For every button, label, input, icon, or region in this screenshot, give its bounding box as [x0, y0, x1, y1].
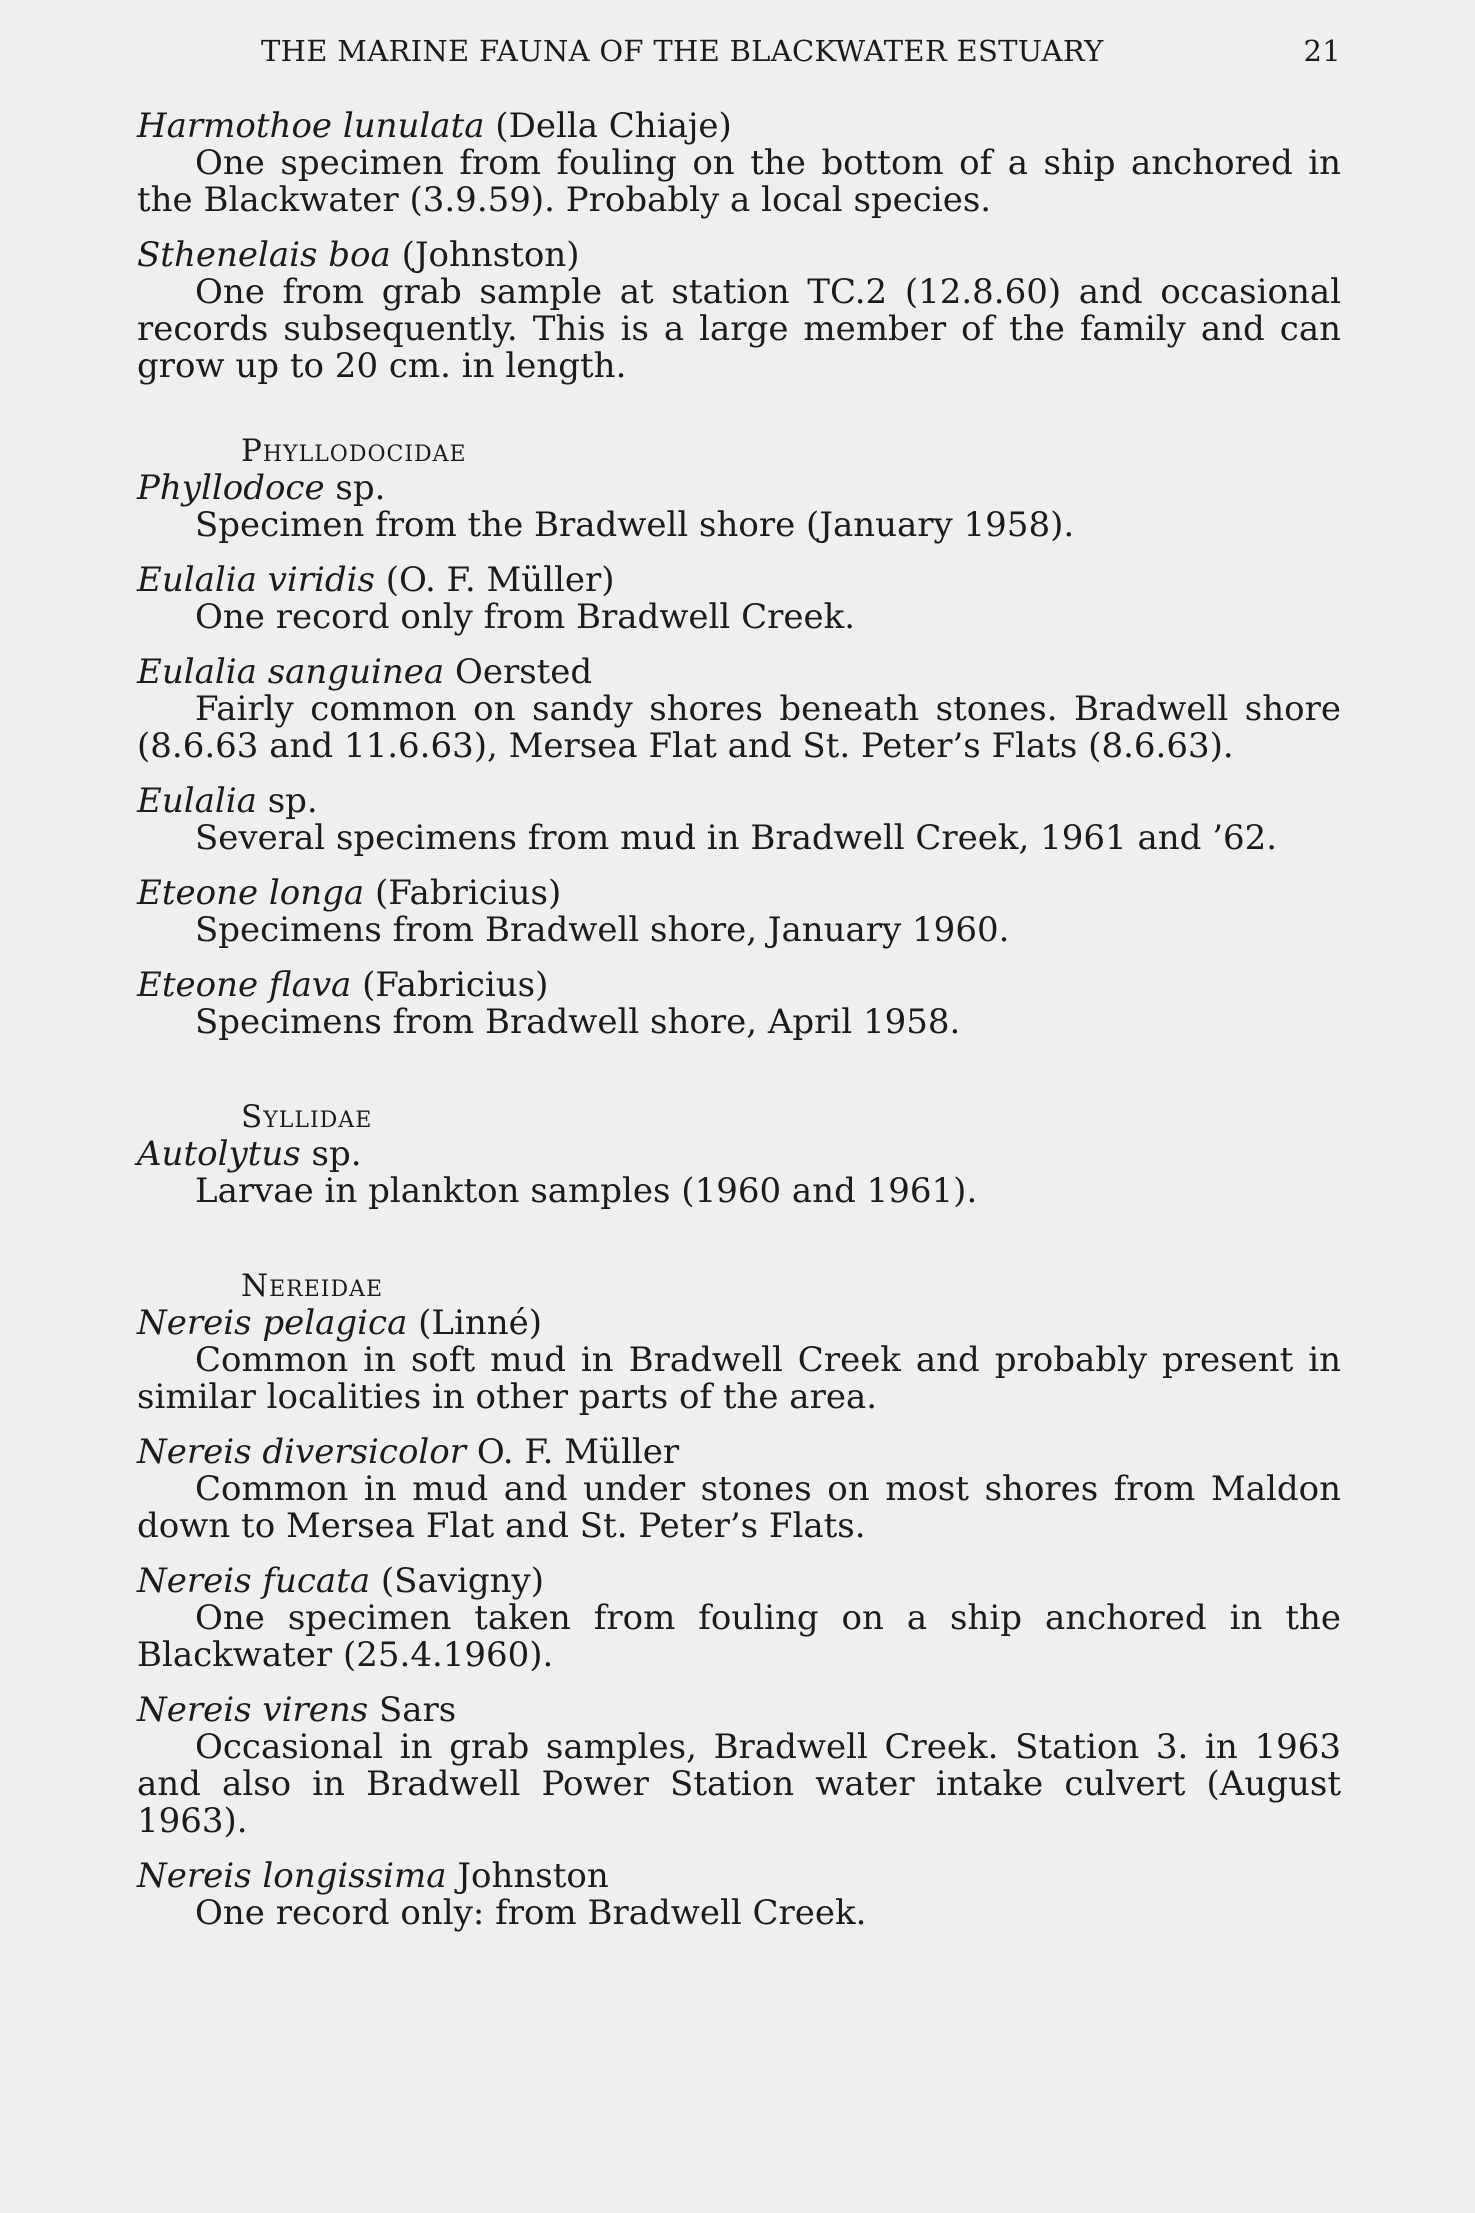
species-binomial: Eulalia sanguinea	[137, 652, 445, 692]
species-entry	[137, 562, 1341, 636]
species-description: One record only: from Bradwell Creek.	[195, 1893, 867, 1933]
species-name	[137, 470, 1341, 507]
species-description: One record only from Bradwell Creek.	[195, 597, 855, 637]
species-description: Occasional in grab samples, Bradwell Creek. Station 3. in 1963 and also in Bradwell Power Station water intake culvert (August 1963).	[137, 1727, 1341, 1841]
species-name	[137, 1692, 1341, 1729]
species-description: One from grab sample at station TC.2 (12.8.60) and occasional records subsequently. This is a large member of the family and can grow up to 20 cm. in length.	[137, 272, 1341, 386]
species-entry	[137, 654, 1341, 765]
species-description: One specimen from fouling on the bottom of a ship anchored in the Blackwater (3.9.59). Probably a local species.	[137, 143, 1341, 220]
species-authority: Sars	[368, 1690, 457, 1730]
species-description: Fairly common on sandy shores beneath stones. Bradwell shore (8.6.63 and 11.6.63), Mersea Flat and St. Peter’s Flats (8.6.63).	[137, 689, 1341, 766]
species-binomial: Nereis pelagica	[137, 1303, 408, 1343]
species-name	[137, 1858, 1341, 1895]
species-entry	[137, 783, 1341, 857]
species-binomial: Sthenelais boa	[137, 235, 391, 275]
species-description: One specimen taken from fouling on a ship anchored in the Blackwater (25.4.1960).	[137, 1598, 1341, 1675]
species-description: Common in mud and under stones on most shores from Maldon down to Mersea Flat and St. Peter’s Flats.	[137, 1469, 1341, 1546]
species-binomial: Harmothoe lunulata	[137, 106, 485, 146]
species-entry	[137, 1136, 1341, 1210]
species-authority: (Della Chiaje)	[484, 106, 732, 146]
species-description: Larvae in plankton samples (1960 and 1961).	[195, 1171, 978, 1211]
species-entry	[137, 108, 1341, 219]
page-number: 21	[1303, 34, 1341, 68]
species-name	[137, 654, 1341, 691]
species-authority: (Johnston)	[390, 235, 580, 275]
species-binomial: Eulalia viridis	[137, 560, 375, 600]
species-authority: (Savigny)	[370, 1561, 544, 1601]
species-name	[137, 1305, 1341, 1342]
species-authority: sp.	[300, 1134, 362, 1174]
species-binomial: Nereis longissima	[137, 1856, 447, 1896]
species-description: Specimens from Bradwell shore, January 1960.	[195, 910, 1010, 950]
species-name	[137, 783, 1341, 820]
species-name	[137, 108, 1341, 145]
species-authority: (Fabricius)	[351, 965, 549, 1005]
family-heading-nereidae: Nereidae	[241, 1268, 384, 1304]
species-authority: (Linné)	[407, 1303, 543, 1343]
family-heading-phyllodocidae: Phyllodocidae	[241, 433, 467, 469]
species-binomial: Autolytus	[137, 1134, 301, 1174]
species-authority: O. F. Müller	[466, 1432, 680, 1472]
species-authority: (Fabricius)	[364, 873, 562, 913]
species-name	[137, 875, 1341, 912]
species-binomial: Nereis diversicolor	[137, 1432, 467, 1472]
species-binomial: Eulalia	[137, 781, 257, 821]
species-binomial: Eteone flava	[137, 965, 352, 1005]
species-name	[137, 562, 1341, 599]
species-binomial: Phyllodoce	[137, 468, 325, 508]
species-authority: sp.	[324, 468, 386, 508]
species-binomial: Nereis virens	[137, 1690, 369, 1730]
species-entry	[137, 875, 1341, 949]
species-authority: (O. F. Müller)	[374, 560, 615, 600]
species-authority: Johnston	[446, 1856, 609, 1896]
species-name	[137, 967, 1341, 1004]
running-head: THE MARINE FAUNA OF THE BLACKWATER ESTUARY	[261, 34, 1104, 68]
page-header	[137, 34, 1341, 74]
species-name	[137, 1136, 1341, 1173]
species-entry	[137, 470, 1341, 544]
species-entry	[137, 1692, 1341, 1840]
species-entry	[137, 967, 1341, 1041]
species-description: Specimen from the Bradwell shore (January 1958).	[195, 505, 1075, 545]
species-authority: Oersted	[444, 652, 593, 692]
species-description: Common in soft mud in Bradwell Creek and probably present in similar localities in other parts of the area.	[137, 1340, 1341, 1417]
species-description: Specimens from Bradwell shore, April 1958.	[195, 1002, 961, 1042]
species-name	[137, 1434, 1341, 1471]
species-binomial: Eteone longa	[137, 873, 365, 913]
species-name	[137, 1563, 1341, 1600]
species-entry	[137, 1434, 1341, 1545]
species-authority: sp.	[256, 781, 318, 821]
species-entry	[137, 237, 1341, 385]
species-name	[137, 237, 1341, 274]
page-body	[137, 108, 1341, 1950]
family-heading-syllidae: Syllidae	[241, 1099, 373, 1135]
species-binomial: Nereis fucata	[137, 1561, 371, 1601]
species-entry	[137, 1858, 1341, 1932]
species-entry	[137, 1563, 1341, 1674]
species-entry	[137, 1305, 1341, 1416]
species-description: Several specimens from mud in Bradwell Creek, 1961 and ’62.	[195, 818, 1278, 858]
